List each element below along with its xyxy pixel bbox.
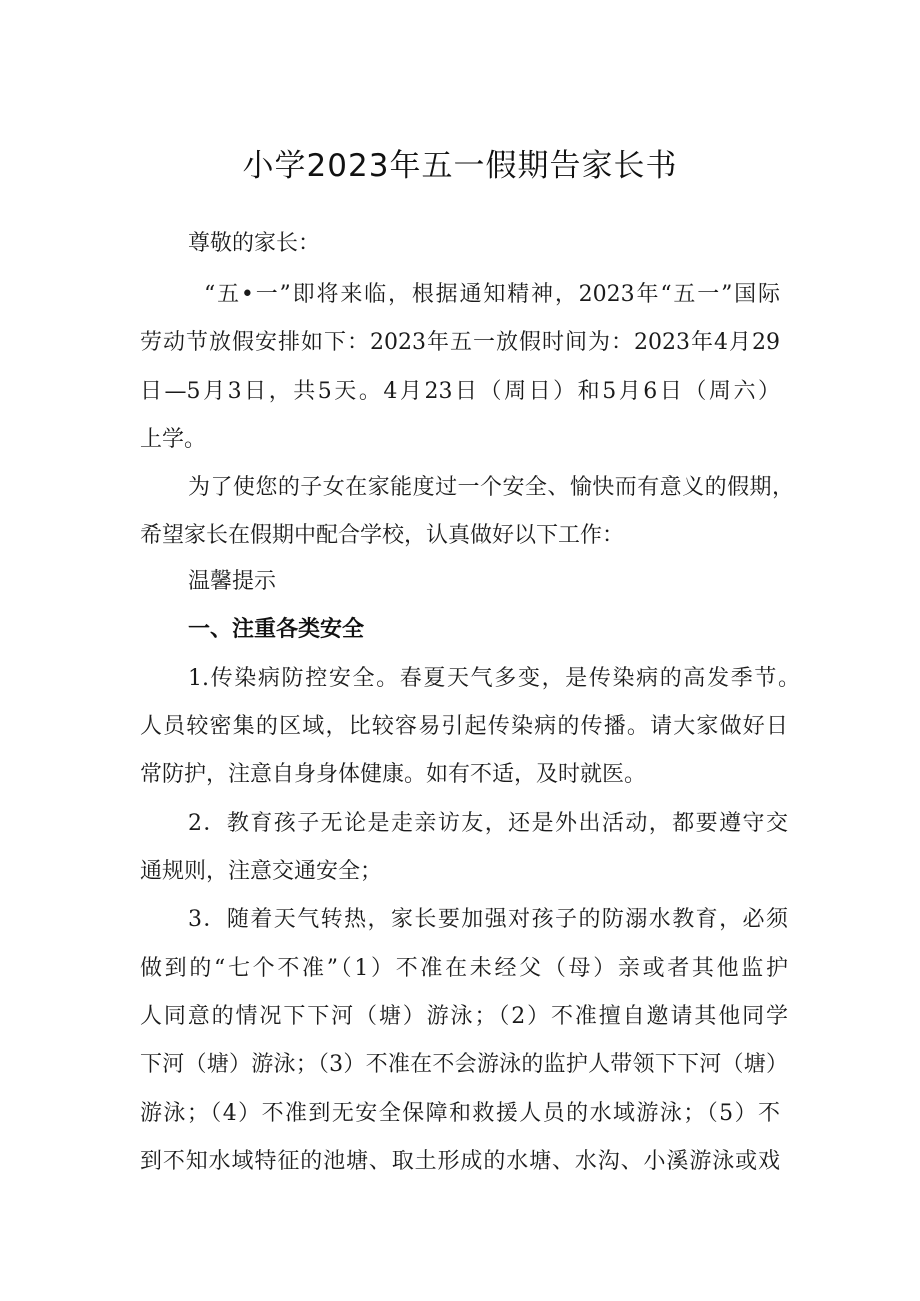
paragraph-line: 日—5月3日，共5天。4月23日（周日）和5月6日（周六）	[140, 379, 780, 404]
list-item-line: 做到的“七个不准”（1）不准在未经父（母）亲或者其他监护	[140, 956, 788, 981]
list-item-line: 人同意的情况下下河（塘）游泳；（2）不准擅自邀请其他同学	[140, 1004, 788, 1029]
list-item-line: 常防护，注意自身身体健康。如有不适，及时就医。	[140, 762, 647, 787]
list-item-line: 3．随着天气转热，家长要加强对孩子的防溺水教育，必须	[188, 907, 788, 932]
list-item-line: 游泳；（4）不准到无安全保障和救援人员的水域游泳；（5）不	[140, 1101, 780, 1126]
list-item-line: 通规则，注意交通安全；	[140, 859, 383, 884]
list-item-line: 到不知水域特征的池塘、取土形成的水塘、水沟、小溪游泳或戏	[140, 1149, 780, 1174]
list-item-line: 人员较密集的区域，比较容易引起传染病的传播。请大家做好日	[140, 714, 788, 739]
paragraph-line: 上学。	[140, 427, 207, 452]
paragraph-line: 希望家长在假期中配合学校，认真做好以下工作：	[140, 523, 625, 548]
list-item-line: 2．教育孩子无论是走亲访友，还是外出活动，都要遵守交	[188, 811, 788, 836]
list-item-line: 下河（塘）游泳；（3）不准在不会游泳的监护人带领下下河（塘）	[140, 1052, 788, 1077]
paragraph-line: “五•一”即将来临，根据通知精神，2023年“五一”国际	[204, 282, 780, 307]
paragraph-line: 为了使您的子女在家能度过一个安全、愉快而有意义的假期，	[188, 475, 794, 500]
paragraph-line: 劳动节放假安排如下：2023年五一放假时间为：2023年4月29	[140, 330, 780, 355]
page-title: 小学2023年五一假期告家长书	[242, 148, 678, 184]
tip-label: 温馨提示	[188, 569, 277, 594]
list-item-line: 1.传染病防控安全。春夏天气多变，是传染病的高发季节。	[188, 666, 800, 691]
section-heading: 一、注重各类安全	[188, 617, 365, 642]
greeting: 尊敬的家长：	[188, 231, 321, 256]
